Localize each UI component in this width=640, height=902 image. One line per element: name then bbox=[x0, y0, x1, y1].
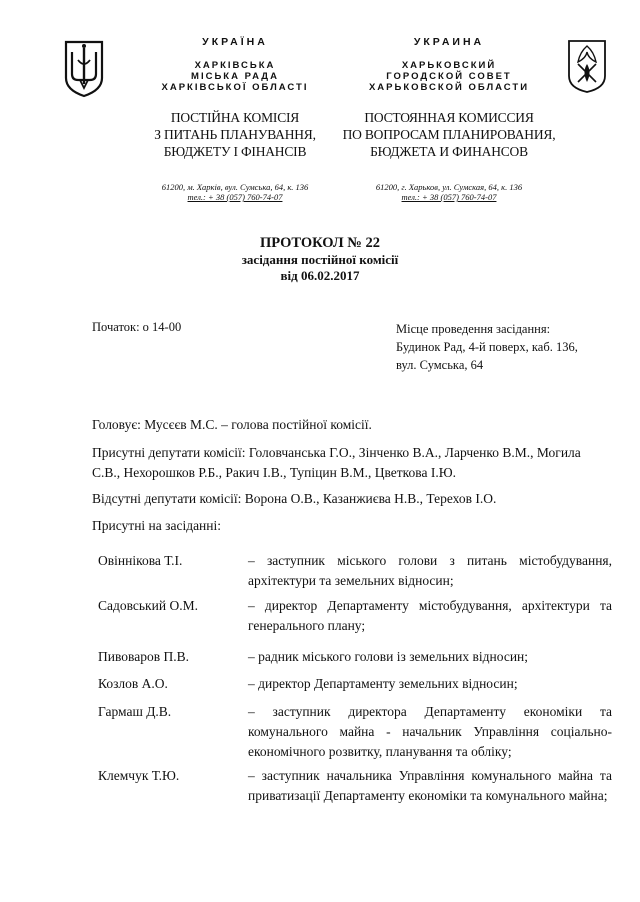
protocol-date: від 06.02.2017 bbox=[280, 268, 360, 283]
attendee-name: Гармаш Д.В. bbox=[98, 704, 172, 719]
attendee-name: Клемчук Т.Ю. bbox=[98, 768, 180, 783]
commission-name: ПОСТІЙНА КОМІСІЯ З ПИТАНЬ ПЛАНУВАННЯ, БЮДЖЕТУ І ФІНАНСІВ bbox=[154, 110, 316, 159]
absent-members: Відсутні депутати комісії: Ворона О.В., Казанжиєва Н.В., Терехов І.О. bbox=[92, 491, 497, 506]
header-right-russian bbox=[338, 36, 560, 202]
address-block bbox=[338, 182, 560, 202]
attendee-role: – радник міського голови із земельних відносин; bbox=[248, 649, 529, 664]
protocol-subtitle: засідання постійної комісії bbox=[241, 252, 399, 267]
country-name: УКРАЇНА bbox=[202, 36, 268, 48]
attendees-label: Присутні на засіданні: bbox=[92, 518, 222, 533]
council-name: ХАРКІВСЬКА МІСЬКА РАДА ХАРКІВСЬКОЇ ОБЛАСТІ bbox=[161, 60, 309, 93]
address-line: 61200, г. Харьков, ул. Сумская, 64, к. 136 bbox=[375, 182, 523, 192]
protocol-number: ПРОТОКОЛ № 22 bbox=[260, 235, 380, 251]
attendee-role: – заступник міського голови з питань містобудування, архітектури та земельних відносин; bbox=[248, 553, 612, 588]
meeting-start-time: Початок: о 14-00 bbox=[92, 320, 182, 334]
chairperson-line: Головує: Мусєєв М.С. – голова постійної комісії. bbox=[92, 417, 372, 432]
meeting-venue: Місце проведення засідання: Будинок Рад, 4-й поверх, каб. 136, вул. Сумська, 64 bbox=[396, 322, 578, 372]
attendee-role: – заступник директора Департаменту економіки та комунального майна - начальник Управління соціально-економічного розвитку, планування та обліку; bbox=[248, 704, 612, 759]
attendee-name: Пивоваров П.В. bbox=[98, 649, 189, 664]
attendee-name: Козлов А.О. bbox=[98, 676, 168, 691]
address-line: 61200, м. Харків, вул. Сумська, 64, к. 136 bbox=[161, 182, 309, 192]
attendee-role: – заступник начальника Управління комунального майна та приватизації Департаменту економіки та комунального майна; bbox=[248, 768, 612, 803]
address-block bbox=[112, 182, 358, 202]
commission-name: ПОСТОЯННАЯ КОМИССИЯ ПО ВОПРОСАМ ПЛАНИРОВАНИЯ, БЮДЖЕТА И ФИНАНСОВ bbox=[342, 110, 556, 159]
attendee-name: Садовський О.М. bbox=[98, 598, 198, 613]
protocol-title bbox=[0, 235, 640, 284]
attendee-role: – директор Департаменту містобудування, архітектури та генерального плану; bbox=[248, 598, 612, 633]
phone-line: тел.: + 38 (057) 760-74-07 bbox=[401, 192, 497, 202]
header-left-ukrainian bbox=[112, 36, 358, 202]
attendee-name: Овіннікова Т.І. bbox=[98, 553, 183, 568]
council-name: ХАРЬКОВСКИЙ ГОРОДСКОЙ СОВЕТ ХАРЬКОВСКОЙ ОБЛАСТИ bbox=[368, 60, 530, 93]
ukraine-trident-emblem-icon bbox=[62, 38, 106, 98]
kharkiv-city-emblem-icon bbox=[566, 38, 608, 94]
country-name: УКРАИНА bbox=[413, 36, 485, 48]
present-members: Присутні депутати комісії: Головчанська Г.О., Зінченко В.А., Ларченко В.М., Могила С.В., Нехорошков Р.Б., Ракич І.В., Тупіцин В.М., Цветкова І.Ю. bbox=[92, 445, 581, 480]
attendee-role: – директор Департаменту земельних відносин; bbox=[248, 676, 518, 691]
phone-line: тел.: + 38 (057) 760-74-07 bbox=[187, 192, 283, 202]
